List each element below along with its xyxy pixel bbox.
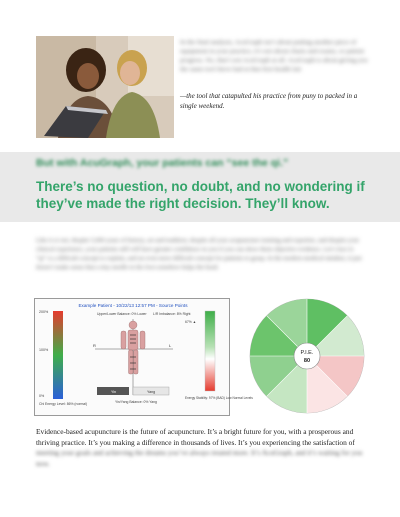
bottom-paragraph-blurred: meeting your goals and achieving the dreams you’ve always treated more. It’s AcuGraph, and it’s waiting for you now. xyxy=(36,449,363,468)
yin-label: Yin xyxy=(111,390,117,394)
chi-energy-bar xyxy=(53,311,63,399)
exam-graph xyxy=(35,299,253,417)
band-subheadline: There’s no question, no doubt, and no wondering if they’ve made the right decision. They’ll know. xyxy=(36,179,365,211)
left-axis-top: 200% xyxy=(39,310,49,314)
exam-graph-title: Example Patient - 10/22/13 12:57 PM - Source Points xyxy=(78,303,188,308)
exam-graph-panel xyxy=(34,298,253,416)
body-paragraph-blurred: Like it or not, despite 5,000 years of history, art and tradition, despite all your acupuncture training and expertise, and despite your clinical experience, your patients still will have greater confidence in you if you can show them objective evidence. Let’s face it: “qi” is a difficult concept to explain, and an even more difficult concept for patients to grasp. In the modern medical mindset, it just doesn’t make sense that a tiny needle in the foot somehow helps the head. xyxy=(36,237,362,271)
band-headline-clear: “see the qi.” xyxy=(226,157,289,169)
pie-label: P.I.E. xyxy=(300,350,314,356)
band-headline xyxy=(36,157,376,169)
left-axis-bottom: 0% xyxy=(39,394,45,398)
yin-yang-caption: Yin/Yang Balance: 0% Yang xyxy=(115,400,157,404)
bottom-paragraph: Evidence-based acupuncture is the future of acupuncture. It’s a bright future for you, with a prosperous and thriving practice. It’s you making a difference in thousands of lives. It’s you experiencing the satisfaction of xyxy=(36,427,355,447)
pie-value: 80 xyxy=(303,358,311,364)
body-figure-icon xyxy=(121,321,145,374)
pie-center xyxy=(294,343,320,369)
photo-women-laptop xyxy=(36,36,174,138)
upper-lower-note: Upper/Lower Balance: 0% Lower xyxy=(97,312,147,316)
energy-stability-caption: Energy Stability: 97% (BAD) Low Normal Levels xyxy=(185,396,253,400)
lr-imbalance-note: L/R Imbalance: 8% Right xyxy=(153,312,191,316)
pie-chart xyxy=(248,297,366,415)
photo-illustration xyxy=(36,36,174,138)
yang-label: Yang xyxy=(147,390,156,394)
pie-chart-panel xyxy=(248,297,366,415)
energy-stability-bar xyxy=(205,311,215,391)
pull-quote: —the tool that catapulted his practice from puny to packed in a single weekend. xyxy=(180,92,358,110)
left-axis-mid: 100% xyxy=(39,348,49,352)
side-left-label: L xyxy=(169,343,172,348)
right-axis-top: 67% ▲ xyxy=(185,320,197,324)
chi-energy-caption: Chi Energy Level: 86% (normal) xyxy=(39,402,88,406)
side-right-label: R xyxy=(93,343,96,348)
band-headline-blurred: But with AcuGraph, your patients can xyxy=(36,157,224,169)
intro-paragraph-blurred: In the final analysis, AcuGraph isn’t about putting another piece of equipment in your practice, it’s not about charts and exams, or patient progress. No, that’s not AcuGraph at all. AcuGraph is about giving you the same tool Steve had at that first health fair xyxy=(180,39,368,73)
